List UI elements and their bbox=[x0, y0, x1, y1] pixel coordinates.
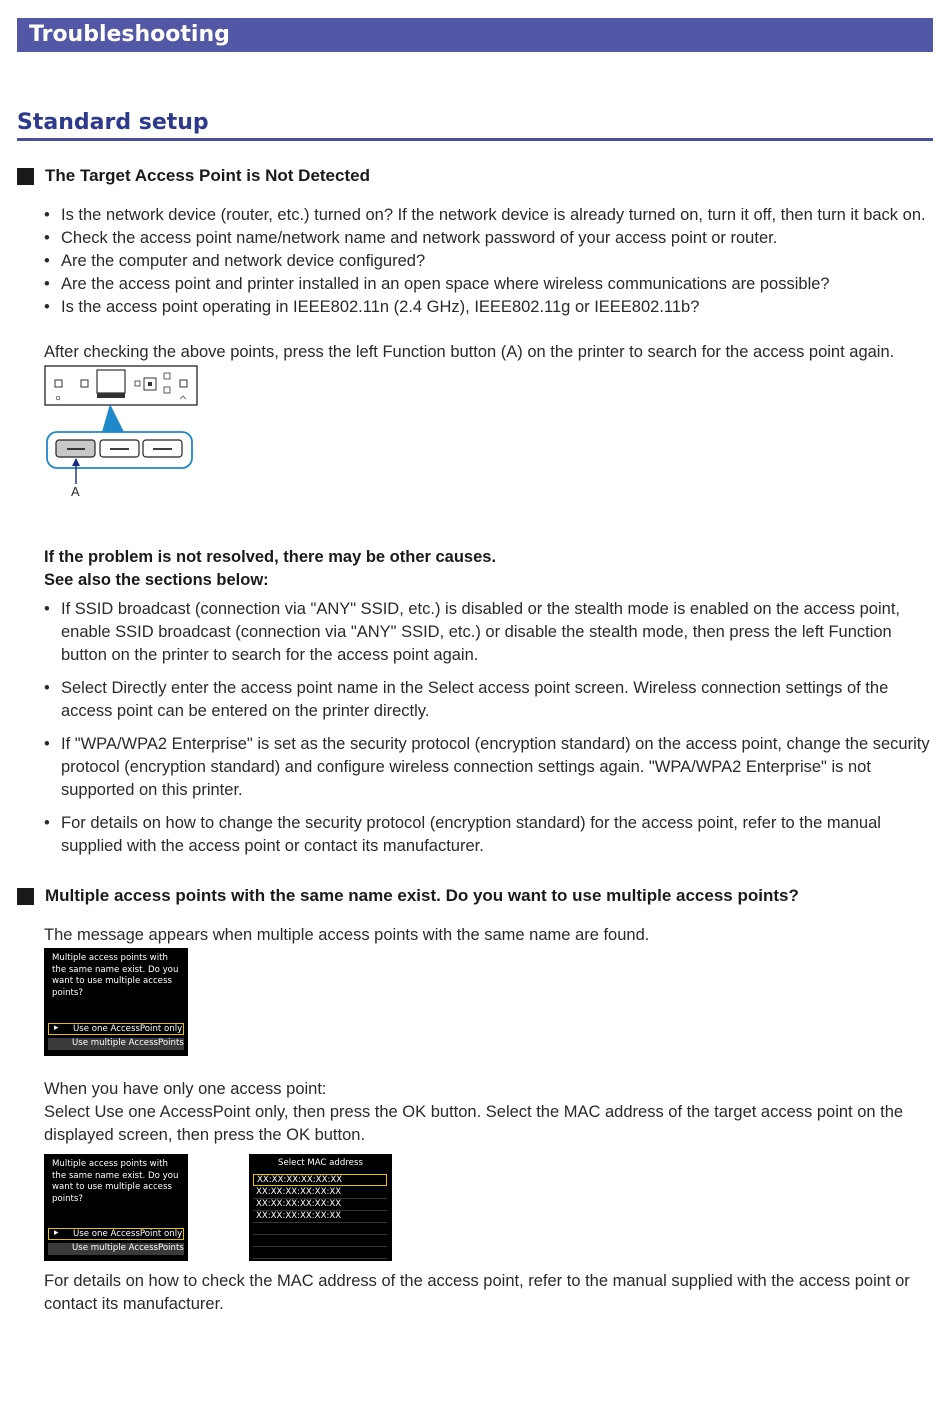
note-line-1: If the problem is not resolved, there may be other causes. bbox=[44, 548, 497, 566]
mac-row: XX:XX:XX:XX:XX:XX bbox=[253, 1199, 387, 1211]
option-use-multiple-ap: Use multiple AccessPoints bbox=[48, 1243, 184, 1255]
one-ap-line-2: Select Use one AccessPoint only, then press the OK button. Select the MAC address of the target access point on the displayed screen, then press the OK button. bbox=[44, 1103, 904, 1144]
issue2-intro: The message appears when multiple access points with the same name are found. bbox=[44, 926, 650, 944]
screen-message: Multiple access points with the same name exist. Do you want to use multiple access points? bbox=[52, 953, 179, 998]
function-button-label: A bbox=[71, 484, 80, 499]
list-item: • For details on how to change the security protocol (encryption standard) for the access point, refer to the manual supplied with the access point or contact its manufacturer. bbox=[44, 812, 934, 858]
issue2-heading-text: Multiple access points with the same name exist. Do you want to use multiple access points? bbox=[45, 886, 799, 905]
list-item: • Is the access point operating in IEEE802.11n (2.4 GHz), IEEE802.11g or IEEE802.11b? bbox=[44, 296, 934, 319]
mac-row-empty bbox=[253, 1247, 387, 1259]
mac-row: XX:XX:XX:XX:XX:XX bbox=[253, 1174, 387, 1186]
square-bullet-icon bbox=[17, 168, 34, 185]
option-use-one-ap: ▸ Use one AccessPoint only bbox=[48, 1228, 184, 1240]
section-title: Standard setup bbox=[17, 108, 933, 141]
list-item: • If "WPA/WPA2 Enterprise" is set as the security protocol (encryption standard) on the access point, change the security protocol (encryption standard) and configure wireless connection settings again. "WPA/WPA2 Enterprise" is not supported on this printer. bbox=[44, 733, 934, 802]
select-mac-screen bbox=[249, 1154, 392, 1261]
mac-row-empty bbox=[253, 1235, 387, 1247]
causes-list bbox=[44, 598, 934, 868]
mac-row: XX:XX:XX:XX:XX:XX bbox=[253, 1187, 387, 1199]
note-line-2: See also the sections below: bbox=[44, 571, 269, 589]
multiple-ap-screen bbox=[44, 1154, 188, 1261]
multiple-ap-screen bbox=[44, 948, 188, 1056]
list-item: • Are the access point and printer installed in an open space where wireless communications are possible? bbox=[44, 273, 934, 296]
issue2-heading bbox=[17, 886, 799, 906]
list-item: • Is the network device (router, etc.) turned on? If the network device is already turned on, turn it off, then turn it back on. bbox=[44, 204, 934, 227]
printer-panel-diagram bbox=[40, 362, 205, 502]
page-banner: Troubleshooting bbox=[17, 18, 933, 52]
option-use-one-ap: ▸ Use one AccessPoint only bbox=[48, 1023, 184, 1035]
list-item: • If SSID broadcast (connection via "ANY" SSID, etc.) is disabled or the stealth mode is enabled on the access point, enable SSID broadcast (connection via "ANY" SSID, etc.) or disable the stealth mode, then press the left Function button on the printer to search for the access point again. bbox=[44, 598, 934, 667]
list-item: • Select Directly enter the access point name in the Select access point screen. Wireless connection settings of the access point can be entered on the printer directly. bbox=[44, 677, 934, 723]
screen-message: Multiple access points with the same name exist. Do you want to use multiple access points? bbox=[52, 1159, 179, 1204]
list-item: • Check the access point name/network name and network password of your access point or router. bbox=[44, 227, 934, 250]
check-list bbox=[44, 204, 934, 319]
mac-screen-title: Select MAC address bbox=[278, 1158, 363, 1168]
square-bullet-icon bbox=[17, 888, 34, 905]
one-ap-line-1: When you have only one access point: bbox=[44, 1080, 327, 1098]
issue1-heading bbox=[17, 166, 370, 186]
footer-text: For details on how to check the MAC address of the access point, refer to the manual supplied with the access point or contact its manufacturer. bbox=[44, 1272, 910, 1313]
list-item: • Are the computer and network device configured? bbox=[44, 250, 934, 273]
mac-row-empty bbox=[253, 1223, 387, 1235]
after-check-text: After checking the above points, press the left Function button (A) on the printer to search for the access point again. bbox=[44, 343, 895, 361]
mac-row: XX:XX:XX:XX:XX:XX bbox=[253, 1211, 387, 1223]
issue1-heading-text: The Target Access Point is Not Detected bbox=[45, 166, 370, 185]
option-use-multiple-ap: Use multiple AccessPoints bbox=[48, 1038, 184, 1050]
